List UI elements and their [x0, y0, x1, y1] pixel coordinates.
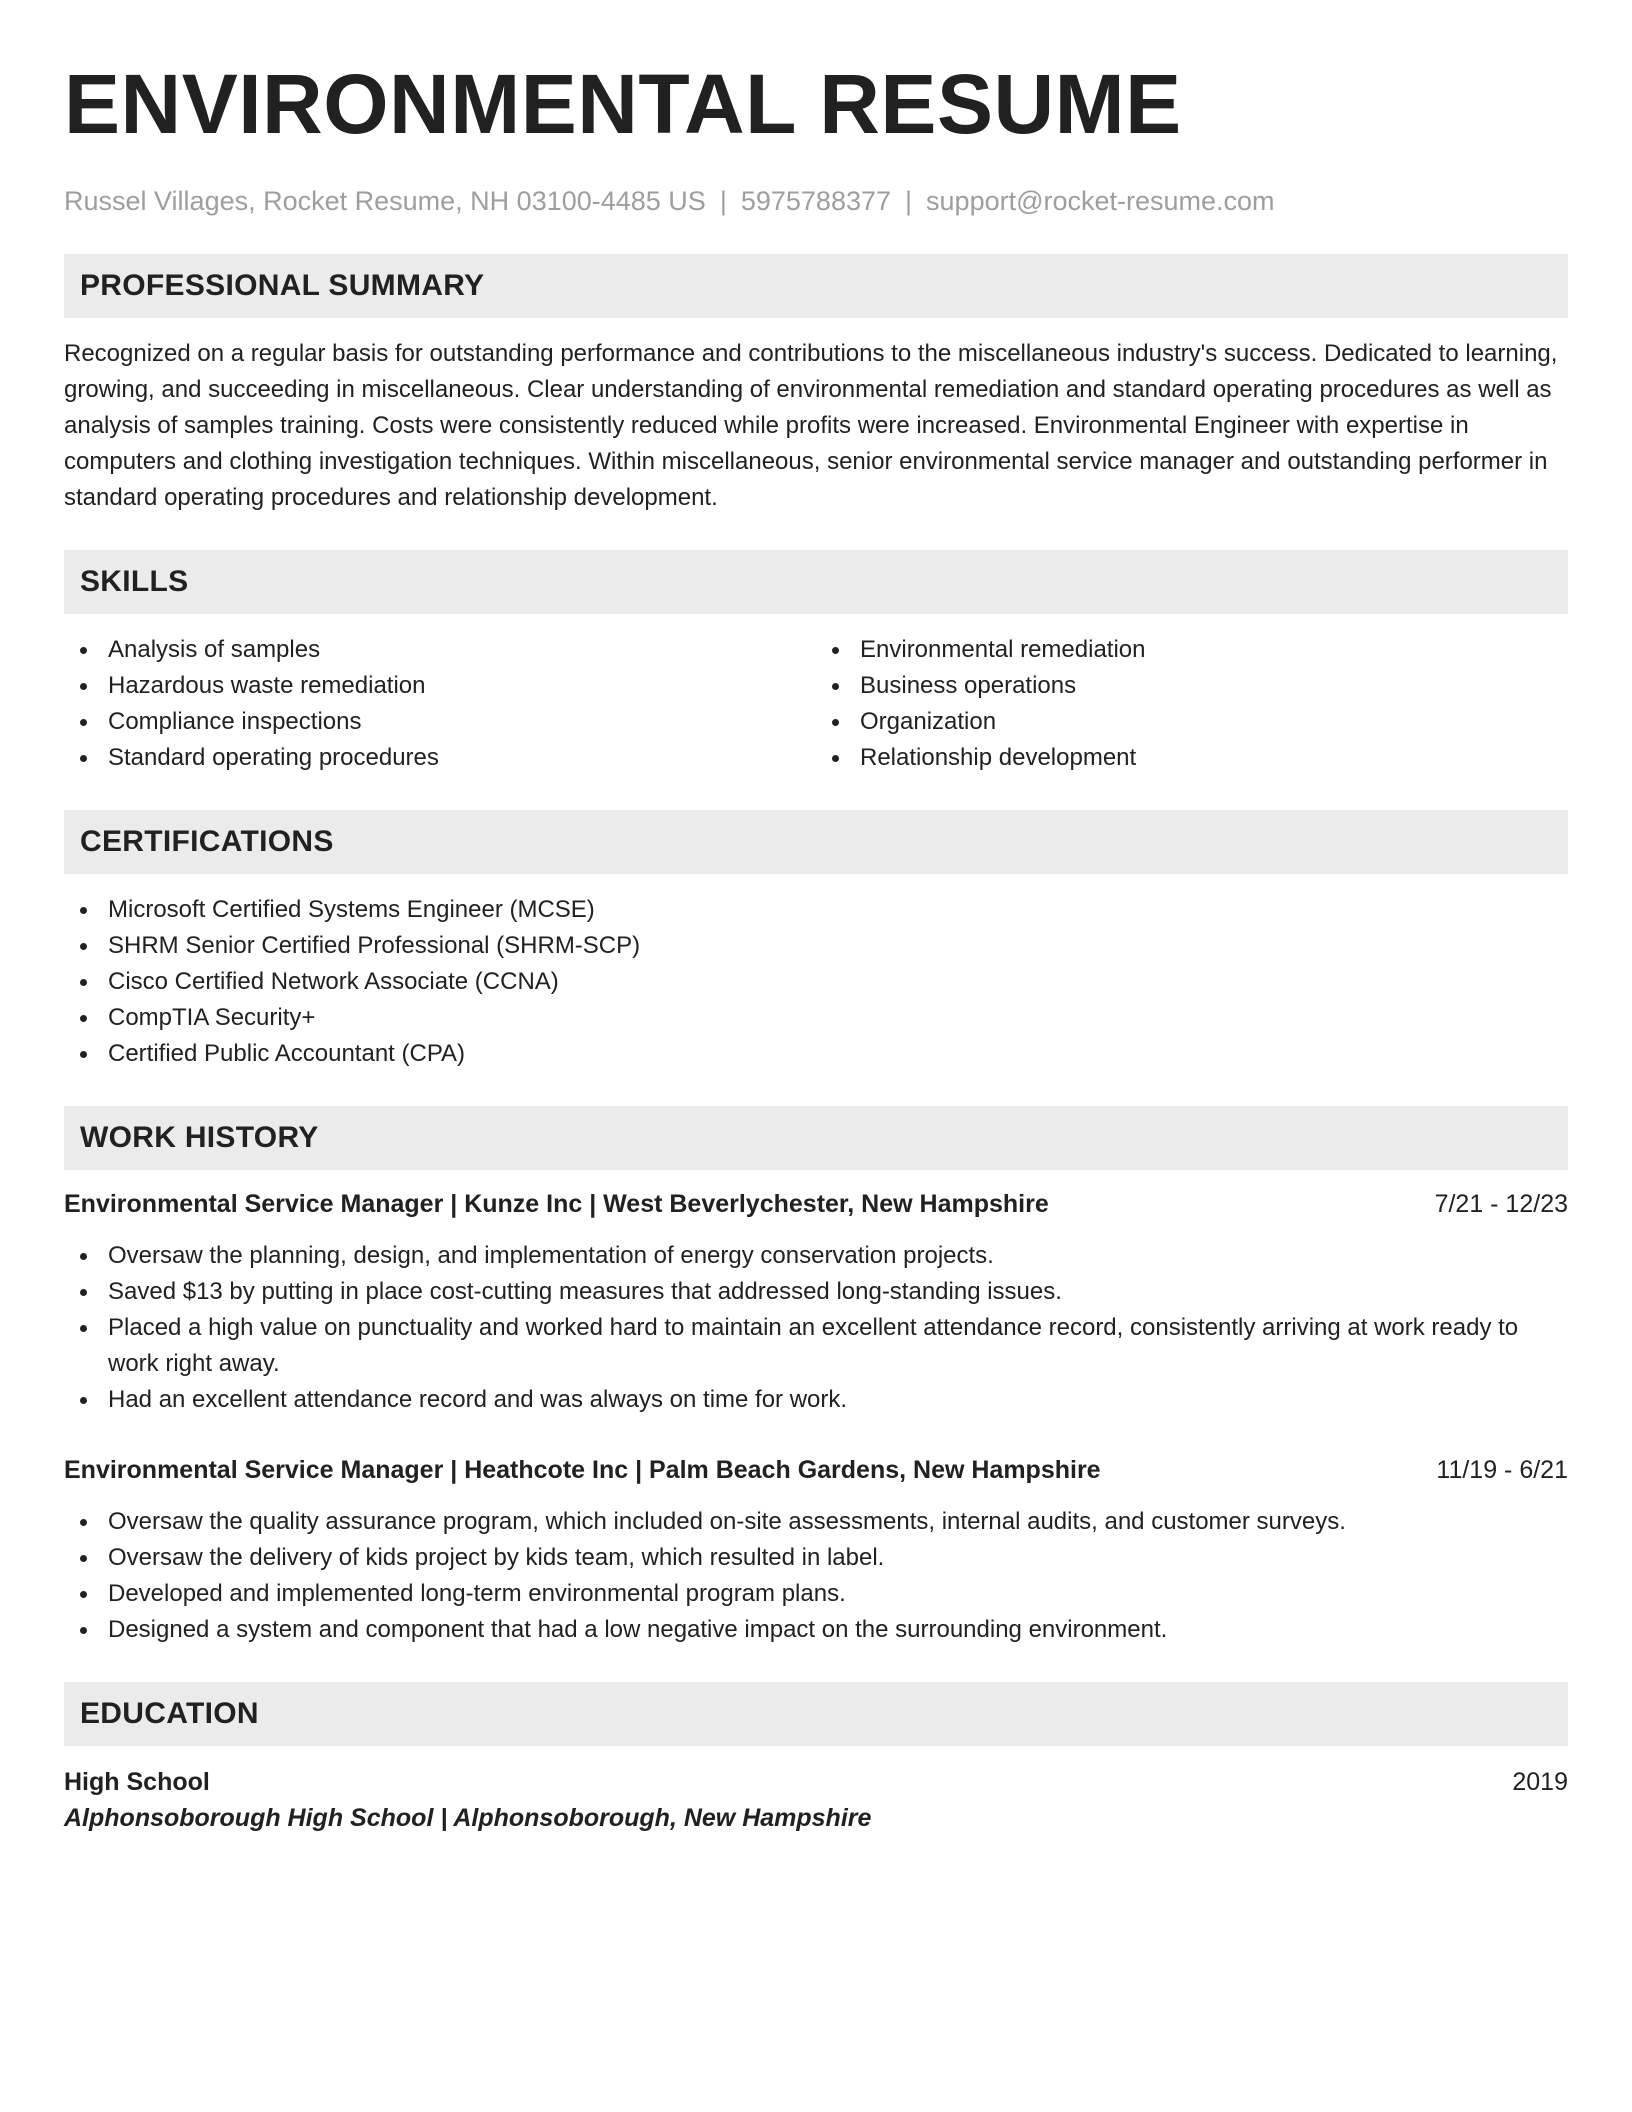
- education-entry: [64, 1764, 1568, 1836]
- summary-text: Recognized on a regular basis for outstanding performance and contributions to the miscellaneous industry's success. Dedicated to learning, growing, and succeeding in miscellaneous. Clear understanding of environmental remediation and standard operating procedures as well as analysis of samples training. Costs were consistently reduced while profits were increased. Environmental Engineer with expertise in computers and clothing investigation techniques. Within miscellaneous, senior environmental service manager and outstanding performer in standard operating procedures and relationship development.: [64, 340, 1558, 511]
- resume-title: ENVIRONMENTAL RESUME: [64, 57, 1182, 151]
- section-header-education: EDUCATION: [64, 1682, 1568, 1746]
- contact-phone: 5975788377: [740, 186, 892, 216]
- education-degree: High School: [64, 1768, 210, 1796]
- skill-item: Relationship development: [816, 740, 1568, 776]
- section-header-summary: PROFESSIONAL SUMMARY: [64, 254, 1568, 318]
- section-header-work-history: WORK HISTORY: [64, 1106, 1568, 1170]
- skills-column-left: [64, 632, 816, 776]
- job-bullet: Oversaw the quality assurance program, which included on-site assessments, internal audits, and customer surveys.: [64, 1504, 1568, 1540]
- skills-column-right: [816, 632, 1568, 776]
- job-entry: [64, 1186, 1568, 1418]
- job-bullet: Developed and implemented long-term environmental program plans.: [64, 1576, 1568, 1612]
- contact-email: support@rocket-resume.com: [926, 186, 1275, 216]
- certification-item: Microsoft Certified Systems Engineer (MCSE): [64, 892, 1568, 928]
- certification-item: CompTIA Security+: [64, 1000, 1568, 1036]
- contact-separator: |: [905, 186, 913, 216]
- job-bullets: [64, 1238, 1568, 1418]
- skill-item: Organization: [816, 704, 1568, 740]
- job-header: [64, 1452, 1568, 1488]
- skills-list: [64, 632, 1568, 776]
- contact-line: [64, 184, 1568, 218]
- job-dates: 7/21 - 12/23: [1434, 1190, 1568, 1218]
- certification-item: Cisco Certified Network Associate (CCNA): [64, 964, 1568, 1000]
- skill-item: Hazardous waste remediation: [64, 668, 816, 704]
- contact-address: Russel Villages, Rocket Resume, NH 03100-4485 US: [64, 186, 706, 216]
- skill-item: Compliance inspections: [64, 704, 816, 740]
- job-header: [64, 1186, 1568, 1222]
- skill-item: Business operations: [816, 668, 1568, 704]
- certification-item: SHRM Senior Certified Professional (SHRM-SCP): [64, 928, 1568, 964]
- education-year: 2019: [1512, 1768, 1568, 1796]
- job-bullets: [64, 1504, 1568, 1648]
- job-bullet: Had an excellent attendance record and was always on time for work.: [64, 1382, 1568, 1418]
- section-header-skills: SKILLS: [64, 550, 1568, 614]
- education-school: Alphonsoborough High School | Alphonsoborough, New Hampshire: [64, 1804, 872, 1832]
- job-bullet: Oversaw the planning, design, and implementation of energy conservation projects.: [64, 1238, 1568, 1274]
- skill-item: Standard operating procedures: [64, 740, 816, 776]
- job-bullet: Oversaw the delivery of kids project by kids team, which resulted in label.: [64, 1540, 1568, 1576]
- job-bullet: Placed a high value on punctuality and worked hard to maintain an excellent attendance record, consistently arriving at work ready to work right away.: [64, 1310, 1568, 1382]
- job-dates: 11/19 - 6/21: [1436, 1456, 1568, 1484]
- job-bullet: Saved $13 by putting in place cost-cutting measures that addressed long-standing issues.: [64, 1274, 1568, 1310]
- certification-item: Certified Public Accountant (CPA): [64, 1036, 1568, 1072]
- contact-separator: |: [719, 186, 727, 216]
- skill-item: Environmental remediation: [816, 632, 1568, 668]
- job-title: Environmental Service Manager | Kunze Inc | West Beverlychester, New Hampshire: [64, 1190, 1049, 1218]
- section-header-certifications: CERTIFICATIONS: [64, 810, 1568, 874]
- skill-item: Analysis of samples: [64, 632, 816, 668]
- job-entry: [64, 1452, 1568, 1648]
- job-bullet: Designed a system and component that had a low negative impact on the surrounding environment.: [64, 1612, 1568, 1648]
- job-title: Environmental Service Manager | Heathcote Inc | Palm Beach Gardens, New Hampshire: [64, 1456, 1101, 1484]
- certifications-list: [64, 892, 1568, 1072]
- education-header: [64, 1764, 1568, 1800]
